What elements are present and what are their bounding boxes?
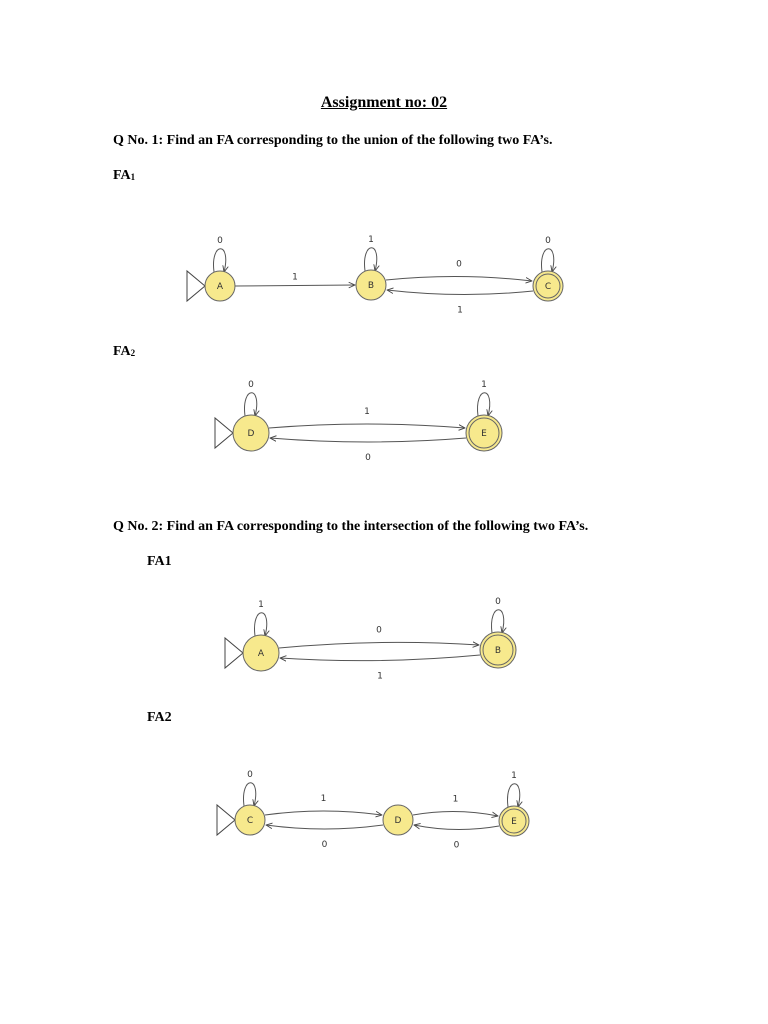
q1_fa1-edge-B-C (386, 276, 532, 281)
q2_fa1-state-B-label: B (494, 646, 502, 656)
q1_fa2-edge-D-D-label: 0 (248, 380, 254, 390)
q2_fa2-edge-D-E (413, 811, 498, 816)
q2_fa2-edge-C-D-label: 1 (320, 794, 327, 804)
q2_fa2-edge-E-D (414, 825, 499, 830)
q1_fa1-edge-B-C-label: 0 (456, 259, 462, 270)
q2_fa1-edge-A-A (255, 613, 267, 636)
q2_fa2-edge-D-E-label: 1 (452, 794, 459, 805)
q2_fa1-edge-B-B (492, 610, 504, 633)
q2_fa2-edge-E-E-label: 1 (511, 771, 517, 781)
q1_fa1-edge-A-A (214, 249, 226, 272)
q1_fa1-edge-B-B (365, 248, 377, 271)
q1_fa2-edge-D-E-label: 1 (364, 407, 370, 417)
q2_fa2-state-E-label: E (511, 817, 517, 827)
q1_fa1-state-C-label: C (544, 282, 552, 292)
q1_fa1-start-arrow-icon (187, 271, 205, 301)
q1_fa2-state-D-label: D (247, 429, 255, 439)
q2_fa1-edge-B-A (280, 655, 480, 661)
q2-fa1-label: FA1 (147, 554, 172, 569)
q1-fa2-label (113, 344, 135, 360)
q1_fa2-state-E-label: E (481, 429, 487, 439)
q1-fa1-label-sub: 1 (130, 172, 136, 182)
q2_fa1-edge-A-B (279, 642, 479, 648)
question-2-text: Q No. 2: Find an FA corresponding to the intersection of the following two FA’s. (113, 519, 589, 534)
q1_fa1-edge-B-B-label: 1 (368, 235, 374, 245)
q1_fa1-edge-A-B-label: 1 (292, 272, 298, 283)
q2_fa1-edge-B-B-label: 0 (495, 597, 501, 607)
q1_fa2-edge-E-D (270, 438, 466, 442)
q1_fa1-edge-C-C-label: 0 (545, 236, 551, 246)
q1_fa2-edge-E-E-label: 1 (481, 380, 487, 390)
q1-fa1-label-text: FA (113, 168, 131, 183)
q2_fa2-start-arrow-icon (217, 805, 235, 835)
q2_fa1-edge-A-B-label: 0 (376, 625, 382, 636)
q2-fa2-label: FA2 (147, 710, 172, 725)
q1_fa1-edge-C-C (542, 249, 554, 272)
q2_fa1-start-arrow-icon (225, 638, 243, 668)
question-1-text: Q No. 1: Find an FA corresponding to the union of the following two FA’s. (113, 133, 553, 148)
q1_fa1-edge-C-B (387, 290, 533, 295)
q1_fa1-state-A-label: A (216, 282, 224, 292)
q2_fa2-edge-C-D (265, 811, 382, 815)
q2_fa2-edge-D-C-label: 0 (321, 840, 328, 850)
q1_fa1-state-B-label: B (367, 281, 375, 291)
q2_fa2-state-C-label: C (246, 816, 254, 826)
q2_fa2-edge-E-E (508, 784, 520, 807)
q2_fa2-edge-C-C (244, 783, 256, 806)
document-title: Assignment no: 02 (320, 94, 448, 111)
q1-fa2-label-text: FA (113, 344, 131, 359)
q1_fa2-edge-E-E (478, 393, 490, 416)
q1_fa2-edge-D-E (269, 424, 465, 428)
q2_fa2-edge-E-D-label: 0 (453, 840, 460, 851)
q2_fa1-edge-B-A-label: 1 (377, 671, 383, 682)
q2_fa1-state-A-label: A (257, 649, 265, 659)
q1_fa1-edge-C-B-label: 1 (457, 305, 463, 316)
q2_fa2-edge-C-C-label: 0 (247, 770, 253, 780)
q1_fa2-edge-E-D-label: 0 (365, 453, 371, 463)
q1_fa2-edge-D-D (245, 393, 257, 416)
q2_fa2-edge-D-C (266, 825, 383, 829)
q1-fa2-label-sub: 2 (130, 348, 136, 358)
q2_fa1-edge-A-A-label: 1 (258, 600, 264, 610)
q1_fa2-start-arrow-icon (215, 418, 233, 448)
q1_fa1-edge-A-A-label: 0 (217, 236, 223, 246)
q1_fa1-edge-A-B (235, 285, 355, 286)
q2_fa2-state-D-label: D (394, 816, 402, 826)
